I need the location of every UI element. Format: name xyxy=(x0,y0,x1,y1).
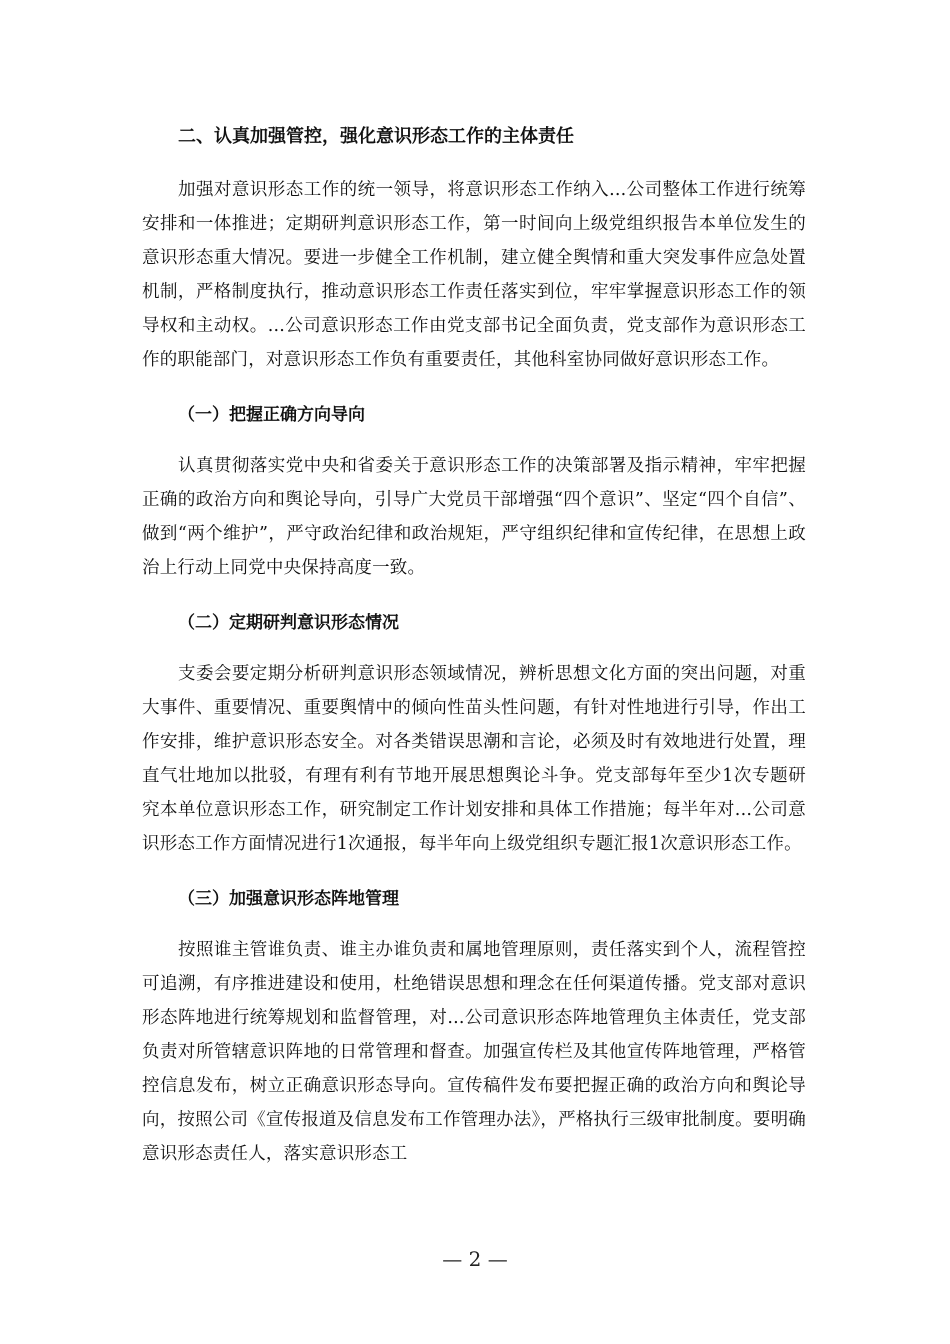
subsection-body-3: 按照谁主管谁负责、谁主办谁负责和属地管理原则，责任落实到个人，流程管控可追溯，有序推进建设和使用，杜绝错误思想和理念在任何渠道传播。党支部对意识形态阵地进行统筹规划和监督管理，对...公司意识形态阵地管理负主体责任，党支部负责对所管辖意识阵地的日常管理和督查。加强宣传栏及其他宣传阵地管理，严格管控信息发布，树立正确意识形态导向。宣传稿件发布要把握正确的政治方向和舆论导向，按照公司《宣传报道及信息发布工作管理办法》，严格执行三级审批制度。要明确意识形态责任人，落实意识形态工 xyxy=(142,940,806,1164)
section-heading: 二、认真加强管控，强化意识形态工作的主体责任 xyxy=(178,126,574,147)
document-body xyxy=(142,121,806,1171)
subsection-body-1: 认真贯彻落实党中央和省委关于意识形态工作的决策部署及指示精神，牢牢把握正确的政治方向和舆论导向，引导广大党员干部增强“四个意识”、坚定“四个自信”、做到“两个维护”，严守政治纪律和政治规矩，严守组织纪律和宣传纪律，在思想上政治上行动上同党中央保持高度一致。 xyxy=(142,456,806,578)
subsection-title-3: （三）加强意识形态阵地管理 xyxy=(178,889,399,909)
subsection-body-2: 支委会要定期分析研判意识形态领域情况，辨析思想文化方面的突出问题，对重大事件、重要情况、重要舆情中的倾向性苗头性问题，有针对性地进行引导，作出工作安排，维护意识形态安全。对各类错误思潮和言论，必须及时有效地进行处置，理直气壮地加以批驳，有理有利有节地开展思想舆论斗争。党支部每年至少1次专题研究本单位意识形态工作，研究制定工作计划安排和具体工作措施；每半年对...公司意识形态工作方面情况进行1次通报，每半年向上级党组织专题汇报1次意识形态工作。 xyxy=(142,664,806,854)
page-number: — 2 — xyxy=(442,1247,508,1271)
subsection-title-1: （一）把握正确方向导向 xyxy=(178,405,365,425)
intro-paragraph: 加强对意识形态工作的统一领导，将意识形态工作纳入...公司整体工作进行统筹安排和一体推进；定期研判意识形态工作，第一时间向上级党组织报告本单位发生的意识形态重大情况。要进一步健全工作机制，建立健全舆情和重大突发事件应急处置机制，严格制度执行，推动意识形态工作责任落实到位，牢牢掌握意识形态工作的领导权和主动权。...公司意识形态工作由党支部书记全面负责，党支部作为意识形态工作的职能部门，对意识形态工作负有重要责任，其他科室协同做好意识形态工作。 xyxy=(142,180,806,370)
subsection-title-2: （二）定期研判意识形态情况 xyxy=(178,613,399,633)
